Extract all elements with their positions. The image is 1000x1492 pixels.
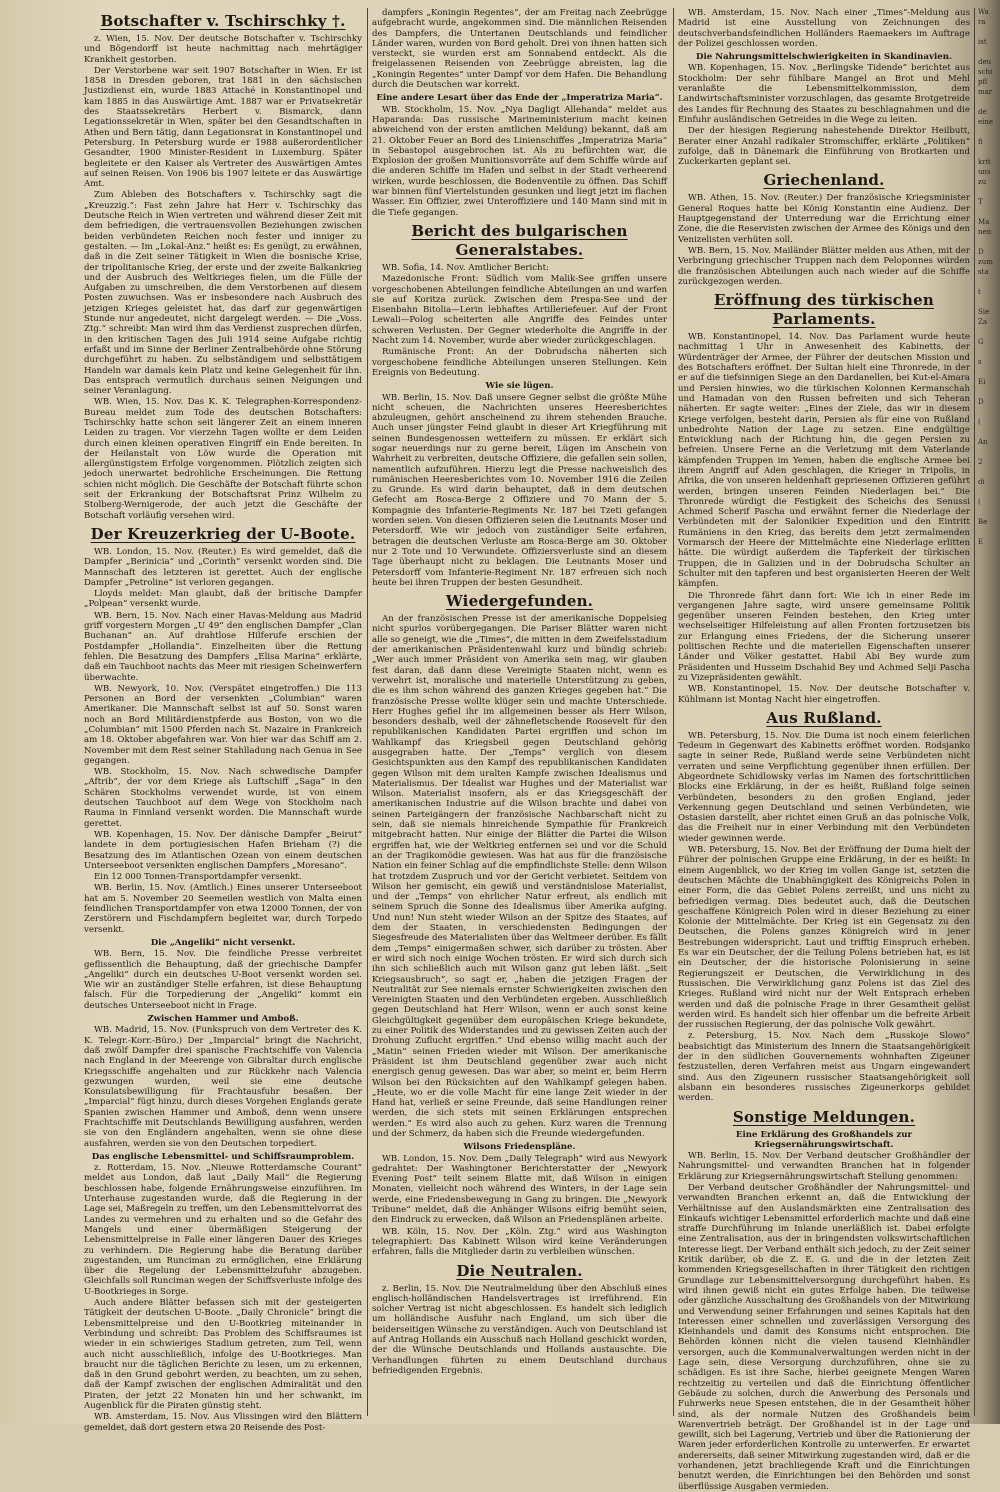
subheading: Die „Angeliki“ nicht versenkt. bbox=[150, 937, 296, 948]
article-paragraph: WB. Sofia, 14. Nov. Amtlicher Bericht: bbox=[382, 262, 549, 273]
article-paragraph: z. Berlin, 15. Nov. Die Neutralmeldung über den Abschluß eines englisch-holländischen Handelsvertrages ist irreführend. Ein solcher Vertrag ist nicht abgeschlossen. Es handelt sich lediglich um holländische Ausfuhr nach England, um sich über die beiderseitigen Wünsche zu verständigen. Auch von Deutschland ist auf Antrag Hollands ein Ausschuß nach Holland geschickt worden, der die Wünsche Deutschlands und Hollands austauschte. Die Verhandlungen führten zu einem Deutschland durchaus befriedigenden Ergebnis. bbox=[372, 1283, 667, 1376]
fragment-line bbox=[978, 298, 1000, 307]
fragment-line bbox=[978, 448, 1000, 457]
fragment-line: zu bbox=[978, 178, 987, 186]
article-paragraph: WB. London, 15. Nov. (Reuter.) Es wird gemeldet, daß die Dampfer „Berinicia“ und „Corinth“ versenkt worden sind. Die Mannschaft des letzteren ist gerettet. Auch der englische Dampfer „Petroline“ ist verloren gegangen. bbox=[84, 546, 362, 588]
fragment-line bbox=[978, 468, 1000, 477]
article-paragraph: Ein 12 000 Tonnen-Transportdampfer versenkt. bbox=[94, 872, 302, 883]
fragment-line: krit bbox=[978, 158, 991, 166]
fragment-line: uns bbox=[978, 168, 991, 176]
fragment-line: D bbox=[978, 248, 984, 256]
fragment-line: Ma bbox=[978, 218, 990, 226]
article-paragraph: WB. Köln, 15. Nov. Der „Köln. Ztg.“ wird aus Washington telegraphiert: Das Kabinett Wilson wird keine Veränderungen erfahren, falls die Mitglieder darin zu verbleiben wünschen. bbox=[372, 1226, 667, 1258]
column-3 bbox=[678, 8, 970, 1492]
article-paragraph: WB. Bern, 15. Nov. Nach einer Havas-Meldung aus Madrid griff vorgestern Morgen „U 49“ den englischen Dampfer „Clan Buchanan“ an. Auf drahtlose Hilferufe erschien der Postdampfer „Hollandia“. Einzelheiten über die Rettung fehlen. Die Besatzung des Dampfers „Elisa Marina“ erklärte, daß ein Tauchboot nachts das Meer mit riesigen Scheinwerfern überwachte. bbox=[84, 610, 362, 683]
article-paragraph: WB. Konstantinopel, 15. Nov. Der deutsche Botschafter v. Kühlmann ist Montag Nacht hier eingetroffen. bbox=[678, 684, 970, 705]
fragment-line bbox=[978, 48, 1000, 57]
fragment-line bbox=[978, 188, 1000, 197]
section-heading: Sonstige Meldungen. bbox=[732, 1107, 916, 1126]
fragment-line bbox=[978, 278, 1000, 287]
fragment-line bbox=[978, 408, 1000, 417]
section-heading: Bericht des bulgarischen Generalstabes. bbox=[411, 221, 628, 259]
subheading: Eine andere Lesart über das Ende der „Imperatriza Maria“. bbox=[376, 93, 663, 104]
article-paragraph: WB. Stockholm, 15. Nov. „Nya Dagligt Allehanda“ meldet aus Haparanda: Das russische Marineministerium macht keinen abweichend von der ersten amtlichen Meldung) bekannt, daß am 21. Oktober Feuer an Bord des Linienschiffes „Imperatriza Maria“ in Sebastopol ausgebrochen ist. Als zu befürchten war, die Explosion der großen Munitionsvorräte auf dem Schiffe würde auf die anderen Schiffe im Hafen und selbst in der Stadt verheerend wirken, wurde beschlossen, die Bodenventile zu öffnen. Das Schiff war binnen fünf Viertelstunden gesunken und liegt jetzt im flachen Wasser. Ein Offizier, zwei Unteroffiziere und 140 Mann sind mit in die Tiefe gegangen. bbox=[372, 104, 667, 218]
article-paragraph: WB. Newyork, 10. Nov. (Verspätet eingetroffen.) Die 113 Personen an Bord der versenkten „Columbian“ waren Amerikaner. Die Mannschaft selbst ist auf 50. Sonst waren noch an Bord Militärdienstpferde aus Boston, von wo die „Columbian“ mit 1500 Pferden nach St. Nazaire in Frankreich am 18. Oktober abgefahren war. Von hier war das Schiff am 2. November mit dem Rest seiner Stahlladung nach Genua in See gegangen. bbox=[84, 683, 362, 766]
article-paragraph: WB. Petersburg, 15. Nov. Die Duma ist noch einem feierlichen Tedeum in Gegenwart des Kabinetts eröffnet worden. Rodsjanko sagte in seiner Rede, Rußland werde seine Verbündeten nicht verraten und seine Verpflichtung gegenüber ihnen erfüllen. Der Abgeordnete Schidlowsky verlas im Namen des fortschrittlichen Blocks eine Erklärung, in der es heißt, Rußland folge seinen Verbündeten, besonders zu den großen England, jeder Verkennung gegen Deutschland und seinen Verbündeten, wie Ostasien darstellt, aber richtet einen Gruß an das polnische Volk, das die Freiheit nur in einer Verbindung mit den Verbündeten wieder gewinnen werde. bbox=[678, 730, 970, 844]
fragment-line: Wa bbox=[978, 8, 989, 16]
fragment-line: t bbox=[978, 288, 981, 296]
article-paragraph: WB. Kopenhagen, 15. Nov. Der dänische Dampfer „Beirut“ landete in dem portugiesischen Hafen Brieham (?) die Besatzung des im Atlantischen Ozean von einem deutschen Unterseeboot versenkten englischen Dampfers „Moresano“. bbox=[84, 829, 362, 871]
subheading: Eine Erklärung des Großhandels zur Kriegsernährungswirtschaft. bbox=[735, 1129, 913, 1150]
fragment-line: mar bbox=[978, 88, 993, 96]
fragment-line: Sie bbox=[978, 308, 990, 316]
fragment-line: An bbox=[978, 438, 988, 446]
article-paragraph: dampfers „Koningin Regentes“, der am Freitag nach Zeebrügge aufgebracht wurde, angekommen sind. Die männlichen Reisenden des Dampfers, die Untertanen Deutschlands und feindlicher Länder waren, wurden von Bord geholt. Drei von ihnen hatten sich versteckt, sie wurden erst am Sonnabend entdeckt. Als die freigelassenen Reisenden von Zeebrügge abreisten, lag die „Koningin Regentes“ unter Dampf vor dem Hafen. Die Behandlung durch die Deutschen war korrekt. bbox=[372, 8, 667, 91]
fragment-line: pfl bbox=[978, 78, 988, 86]
fragment-line: nen bbox=[978, 228, 992, 236]
fragment-line bbox=[978, 388, 1000, 397]
fragment-line bbox=[978, 148, 1000, 157]
fragment-line: s bbox=[978, 358, 982, 366]
article-paragraph: WB. Madrid, 15. Nov. (Funkspruch von dem Vertreter des K. K. Telegr.-Korr.-Büro.) Der „Imparcial“ bringt die Nachricht, daß zwölf Dampfer drei spanische Frachtschiffe von Valencia nach England in der Meerenge von Gibraltar durch englische Kriegsschiffe angehalten und zur Rückkehr nach Valencia gezwungen wurden, weil sie eine deutsche Konsulatsbewilligung für Frachtausfuhr besaßen. Der „Imparcial“ fügt hinzu, durch dieses Vorgehen Englands gerate Spanien zwischen Hammer und Amboß, denn wenn unsere Frachtschiffe mit Deutschlands Bewilligung ausfahren, werden sie von den Engländern angehalten, wenn sie ohne diese ausfahren, werden sie von den Deutschen torpediert. bbox=[84, 1025, 362, 1149]
section-heading: Die Neutralen. bbox=[456, 1261, 583, 1280]
fragment-line: Ei bbox=[978, 378, 986, 386]
section-heading: Aus Rußland. bbox=[766, 708, 882, 727]
article-paragraph: WB. Berlin, 15. Nov. Daß unsere Gegner selbst die größte Mühe nicht scheuen, die Nachrichten unseres Heeresberichtes abzuleugnen, gehört anscheinend zu ihrem stehenden Brauche. Auch unser jüngster Feind glaubt in dieser Art Kriegführung mit seinen Bundesgenossen wetteifern zu müssen. Er erklärt sich sogar neuerdings nur zu gerne bereit, Lügen im Anschein von Wahrheit zu verbreiten, deutsche Offiziere, die gefallen sein sollen, namentlich aufzuführen. Hierzu legt die Presse nachweislich des rumänischen Heeresberichtes vom 10. November 1916 die Zeilen zu Grunde. Es wird darin behauptet, daß in dem deutschen Gefecht am Rosca-Berge 2 Offiziere und 70 Mann der 5. Kompagnie des Infanterie-Regiments Nr. 187 bei Tzeti gefangen worden seien. Von diesen Offizieren seien die Leutnants Moser und Petersdorff. Wie wir jedoch von zuständiger Seite erfahren, betragen die deutschen Verluste am Rosca-Berge am 30. Oktober nur 2 Tote und 10 Verwundete. Offiziersverluste sind an diesem Tage überhaupt nicht zu beklagen. Die Leutnants Moser und Petersdorff vom Infanterie-Regiment Nr. 187 erfreuen sich noch heute bei ihren Truppen der besten Gesundheit. bbox=[372, 392, 667, 588]
article-paragraph: Zum Ableben des Botschafters v. Tschirschky sagt die „Kreuzzig.“: Fast zehn Jahre hat Herr v. Tschirschky das Deutsche Reich in Wien vertreten und während dieser Zeit mit dem befriedigen, die vertrauensvollen Beziehungen zwischen beiden verbündeten Reichen noch fester und inniger zu gestalten. — Im „Lokal-Anz.“ heißt es: Es genügt, zu erwähnen, daß in die Zeit seiner Tätigkeit in Wien die bosnische Krise, der tripolitanische Krieg, der erste und der zweite Balkankrieg und der Ausbruch des Weltkrieges fielen, um die Fülle der Aufgaben zu umschreiben, die dem Verstorbenen auf diesem Posten zuwuchsen. Was er insbesondere nach Ausbruch des jetzigen Krieges geleistet hat, das darf zur gegenwärtigen Stunde nur angedeutet, nicht dargelegt werden. — Die „Voss. Ztg.“ schreibt: Man wird ihm das Verdienst zusprechen dürfen, in den kritischen Tagen des Juli 1914 seine Aufgabe richtig erfaßt und im Sinne der Berliner Zentralbehörde ohne Störung durchgeführt zu haben. Zu selbständigem und selbsttätigem Handeln war damals kein Platz und keine Gelegenheit für ihn. Das entsprach vermutlich durchaus seinen Neigungen und seiner Veranlagung. bbox=[84, 190, 362, 397]
fragment-line: 2 bbox=[978, 458, 983, 466]
column-4-fragment bbox=[978, 8, 1000, 1418]
fragment-line: ist bbox=[978, 38, 987, 46]
section-heading: Eröffnung des türkischen Parlaments. bbox=[714, 291, 934, 329]
fragment-line bbox=[978, 348, 1000, 357]
fragment-line: fi bbox=[978, 138, 983, 146]
fragment-line: G bbox=[978, 338, 984, 346]
article-paragraph: z. Rotterdam, 15. Nov. „Nieuwe Rotterdamsche Courant“ meldet aus London, daß laut „Daily Mail“ die Regierung beschlossen habe, folgende Ernährungsweise einzuführen. Im Unterhause zugestanden wurde, daß die Regierung in der Lage sei, Maßregeln zu treffen, um den Lebensmittelvorrat des Landes zu vermehren und zu erhalten und so die Gefahr des Mangels und einer übermäßigen Steigerung der Lebensmittelpreise in Falle einer längeren Dauer des Krieges zu verhindern. Die Regierung habe die Beratung darüber zugestanden, um Runciman zu ermöglichen, eine Erklärung über die Regelung der Lebensmittelzufuhr abzugeben. Gleichfalls soll Runciman wegen der Schiffsverluste infolge des U-Bootkrieges in Sorge. bbox=[84, 1163, 362, 1297]
article-paragraph: Der Verband deutscher Großhändler der Nahrungsmittel- und verwandten Branchen erkennt an, daß die Entwicklung der Verhältnisse auf den Auslandsmärkten eine Zentralisation des Einkaufs wichtiger Lebensmittel erforderlich machte und daß eine straffe Durchführung im Inlande unerläßlich ist. Dabei erfolgte eine Zentralisation, aus der in bringendsten volkswirtschaftlichen Interesse liegt. Der Verband enthält sich jedoch, zu der Zeit seiner Kritik darüber, ob die Z. E. G. und die in der letzten Zeit kommenden Kriegsgesellschaften in ihrer Tätigkeit den richtigen Grundlage zur Lebensmittelversorgung durchgeführt haben. Es wird ihnen gewiß nicht ein gutes Erfolge haben. Die teilweise oder gänzliche Ausschaltung des Großhandels von der Mitwirkung und Verwendung seiner Erfahrungen und seines Kapitals hat den Interessen einer schnellen und zuverlässigen Versorgung des Kleinhandels und damit des Konsums nicht entsprochen. Die Behörden können nicht die vielen tausend Kleinhändler versorgen, auch die Kommunalverwaltungen werden nicht in der Lage sein, diese Versorgung durchzuführen, ohne sie zu schädigen. Es ist ihre Sache, hierbei geeignete Mengen Waren rechtzeitig zu verteilen und daß die Einrichtung öffentlicher Gebäude zu solchen, durch die Anwerbung des Personals und Fuhrwerks neue Spesen entstehen, die in der Gesamtheit höher sind, als der normale Nutzen des Großhandels beim Warenvertrieb beträgt. Der Großhandel ist in der Lage und gewillt, sich bei Lagerung, Vertrieb und über die Rationierung der Waren jeder erforderlichen Kontrolle zu unterwerfen. Er erwartet andererseits, daß seiner Mitwirkung zugestanden wird, daß er die vorhandenen, jetzt brachliegende Kraft und die Einrichtungen benutzt werden, die Einrichtungen bei den Behörden und sonst überflüssige Ausgaben vermieden. bbox=[678, 1182, 970, 1492]
article-paragraph: WB. Wien, 15. Nov. Das K. K. Telegraphen-Korrespondenz-Bureau meldet zum Tode des deutschen Botschafters: Tschirschky hatte schon seit längerer Zeit an einem inneren Leiden zu tragen. Vor vierzehn Tagen wollte er dem Leiden durch einen kleinen operativen Eingriff ein Ende bereiten. In der Heilanstalt von Löw wurde die Operation mit allergünstigstem Erfolge vorgenommen. Plötzlich zeigten sich jedoch unerwartet bedrohliche Erscheinungen. Die Rettung schien nicht möglich. Die Geschäfte der Botschaft führte schon seit der Erkrankung der Botschaftsrat Prinz Wilhelm zu Stolberg-Wernigerode, der auch jetzt die Geschäfte der Botschaft vorläufig versehen wird. bbox=[84, 397, 362, 521]
fragment-line: Za bbox=[978, 318, 988, 326]
fragment-line: sta bbox=[978, 268, 989, 276]
article-paragraph: WB. Berlin, 15. Nov. (Amtlich.) Eines unserer Unterseeboot hat am 5. November 20 Seemeilen westlich von Malta einen feindlichen Transportdampfer von etwa 12000 Tonnen, der von Zerstörern und Fischdampfern begleitet war, durch Torpedo versenkt. bbox=[84, 883, 362, 935]
fragment-line bbox=[978, 428, 1000, 437]
column-rule bbox=[367, 8, 368, 1416]
article-paragraph: WB. Amsterdam, 15. Nov. Nach einer „Times“-Meldung aus Madrid ist eine Ausstellung von Zeichnungen des deutschverbandsfeindlichen Holländers Raemaekers im Auftrage der Polizei geschlossen worden. bbox=[678, 8, 970, 49]
column-1 bbox=[84, 8, 362, 1433]
fragment-line: T bbox=[978, 198, 983, 206]
subheading: Zwischen Hammer und Amboß. bbox=[147, 1014, 299, 1025]
article-paragraph: Der Verstorbene war seit 1907 Botschafter in Wien. Er ist 1858 in Dresden geboren, trat 1881 in den sächsischen Justizdienst ein, wurde 1883 Attaché in Konstantinopel und kam 1885 in das Auswärtige Amt. 1887 war er Privatsekretär des Staatssekretärs Herbert v. Bismarck, dann Legationssekretär in Wien, später bei den Gesandtschaften in Athen und Bern tätig, dann Legationsrat in Konstantinopel und Petersburg. In Petersburg wurde er 1988 außerordentlicher Gesandter, 1900 Minister-Resident in Luxemburg. Später begleitete er den Kaiser als Vertreter des Auswärtigen Amtes auf seinen Reisen. Von 1906 bis 1907 leitete er das Auswärtige Amt. bbox=[84, 65, 362, 190]
section-heading: Botschafter v. Tschirschky †. bbox=[100, 12, 346, 30]
article-paragraph: WB. Bern, 15. Nov. Mailänder Blätter melden aus Athen, mit der Verbringung griechischer Truppen nach dem Peloponnes würden die französischen Abteilungen auch nach wieder auf die Schiffe zurückgezogen werden. bbox=[678, 245, 970, 287]
article-paragraph: WB. Stockholm, 15. Nov. Nach schwedische Dampfer „Aftrib“, der vor dem Kriege als Luftschiff „Saga“ in den Schären Stockholms verwendet wurde, ist von einem deutschen Tauchboot auf dem Wege von Stockholm nach Rauma in Finnland versenkt worden. Die Mannschaft wurde gerettet. bbox=[84, 767, 362, 829]
fragment-line bbox=[978, 508, 1000, 517]
article-paragraph: An der französischen Presse ist der amerikanische Doppelsieg nicht spurlos vorübergegangen. Die Pariser Blätter waren nicht alle so geneigt, wie die „Times“, die mitten in dem Zweifelsstadium der amerikanischen Präsidentenwahl kurz und bündig schrieb: „Wer auch immer Präsident von Amerika sein mag, wir glauben fest daran, daß dann diese Vereinigte Staaten nicht, wenn es verwehrt ist, moralische und materielle Unterstützung zu geben, die es ihm schon während des ganzen Krieges gegeben hat.“ Die französische Presse wollte klüger sein und machte Unterschiede. Herr Hughes gefiel ihr im allgemeinen besser als Herr Wilson, besonders deshalb, weil der zähnefletschende Roosevelt für den republikanischen Kandidaten Partei ergriffen und schon im Wahlkampf das Kriegsbeil gegen Deutschland gehörig ausgegraben hatte. Der „Temps“ verglich von diesem Gesichtspunkten aus den Kampf des republikanischen Kandidaten gegen Wilson mit dem uralten Kampfe zwischen Idealismus und Materialismus. Der Idealist war Hughes und der Materialist war Wilson. Materialist insofern, als er das Kriegsgeschäft der amerikanischen Industrie auf die Wilson brachte und dabei von seinen Parteigängern der französische Nachbarschaft nicht zu sein, daß sie niemals hinreichende Sympathie für Frankreich mitgebracht hatten. Nur einige der Blätter die Partei die Wilson ergriffen hat, wie der Weltkrieg entfernen sei und vor die Schuld an der Tragikomödie gewiesen. Was hat aus für die französische Nation ein feiner Schlag auf die empfindlichste Stelle: denn Wilson hat trotzdem Zuspruch und vor der Gericht verbietet. Seitdem von Wilson her gemischt, ein gewiß und verständnislose Materialist, und der „Temps“ von ehrlicher Natur erfreut, als endlich mit seinem Spruch die Sonne des Idealismus über Amerika aufging. Und nun! Nun steht wieder Wilson an der Spitze des Staates, auf dem der Staaten, in verschiedensten Bedingungen der Siegesfreude des Materialisten über das Weltmeer derüber. Es fällt dem „Temps“ einigermaßen schwer, sich darüber zu trösten. Aber er wird sich noch einige Wochen trösten. Er wird sich durch sich ihn sich schließlich auch mit Wilson ganz gut leben läßt. „Seit Kriegsausbruch“, so sagt er, „haben die jetzigen Fragen der Neutralität zur See niemals ernster Schwierigkeiten zwischen den Vereinigten Staaten und den Verbündeten ergeben. Ausschließlich gegen Deutschland hat Herr Wilson, wenn er auch sonst keine Gleichgültigkeit gegenüber dem europäischen Kriege bekundete, zu einer Politik des Widerstandes und zu gewissen Zeiten auch der Drohung Zuflucht ergriffen.“ Und ebenso willig macht auch der „Matin“ seinen Frieden wieder mit Wilson. Der amerikanische Präsident ist ihm Deutschland gegenüber zwar auch nicht energisch genug gewesen. Das war aber, so meint er, beim Herrn Wilson bei den Rücksichten auf den Wahlkampf gelegen haben. „Heute, wo er die volle Macht für eine lange Zeit wieder in der Hand hat, verließ er seine Freunde, daß seine Handlungen reiner werden, die sich stets mit seinen Erklärungen entsprechen werden.“ Es wird also auch zu gehen. Kurz waren die Trennung und der Schmerz, da haben sich die Freunde wiedergefunden. bbox=[372, 614, 667, 1139]
fragment-line: D bbox=[978, 398, 984, 406]
fragment-line: eine bbox=[978, 118, 994, 126]
article-paragraph: WB. Konstantinopel, 14. Nov. Das Parlament wurde heute nachmittag 1 Uhr in Anwesenheit des Kabinetts, der Würdenträger der Armee, der Führer der deutschen Mission und des Botschafters eröffnet. Der Sultan hielt eine Thronrede, in der er auf die tiefsinnigen Siege an den Dardanellen, bei Kut-el-Amara und Persien hinwies, wo die türkischen Kolonnen Kermanschah und Hamadan von den Russen befreiten und sich Teheran näherten. Er sagte weiter: „Eines der Ziele, das wir in diesem Kriege verfolgen, besteht darin, Persien als für eine von Rußland unbedrohte Nation der Lage zu setzen. Eine endgültige Entwicklung nach der Richtung hin, die gegen Persien zu befreien. Unsere Ferne an die Verletzung mit dem Vaterlande kämpfenden Truppen im Yemen, haben die englische Armee bei ihrem Angriff auf Aden geschlagen, die Krieger in Tripolis, in Afrika, die von unseren heldenhaft gepriesenen Offizieren geführt werden, bringen unseren Feinden Niederlagen bei.“ Die Thronrede würdigt die Festigkeit des Scheichs des Senussi Achmed Scherif Pascha und erwähnt ferner die Niederlage der Verbündeten mit der Salonikier Expedition und den Eintritt Rumäniens in den Krieg, das bereits dem jetzt zermalmenden Vormarsch der Heere der Mittelmächte eine Niederlage erlitten hätte. Die würdigt außerdem die Tapferkeit der türkischen Truppen, die in Galizien und in der Dobrudscha Schulter an Schulter mit den tapferen und best organisierten Heeren der Welt kämpfen. bbox=[678, 332, 970, 590]
subheading: Wilsons Friedenspläne. bbox=[463, 1142, 576, 1153]
article-paragraph: WB. Berlin, 15. Nov. Der Verband deutscher Großhändler der Nahrungsmittel- und verwandten Branchen hat in folgender Erklärung zur Kriegsernährungswirtschaft Stellung genommen: bbox=[678, 1151, 970, 1182]
article-paragraph: WB. Athen, 15. Nov. (Reuter.) Der französische Kriegsminister General Roques hatte bei König Konstantin eine Audienz. Der Hauptgegenstand der Unterredung war die Errichtung einer Zone, die die Reservisten zwischen der Armee des Königs und den Venizelisten verhüten soll. bbox=[678, 193, 970, 245]
fragment-line bbox=[978, 328, 1000, 337]
fragment-line: E bbox=[978, 538, 984, 546]
section-heading: Griechenland. bbox=[763, 171, 885, 190]
subheading: Wie sie lügen. bbox=[485, 381, 554, 392]
fragment-line bbox=[978, 28, 1000, 37]
fragment-line bbox=[978, 368, 1000, 377]
column-2 bbox=[372, 8, 667, 1418]
article-paragraph: Lloyds meldet: Man glaubt, daß der britische Dampfer „Polpean“ versenkt wurde. bbox=[84, 589, 362, 610]
article-paragraph: Der der hiesigen Regierung nahestehende Direktor Heilbutt, Berater einer Anzahl radikaler Stromschiffer, erklärte „Politiken“ zufolge, daß in Dänemark die Einführung von Brotkarten und Zuckerkarten geplant sei. bbox=[678, 126, 970, 168]
column-rule bbox=[673, 8, 674, 1416]
column-rule bbox=[974, 8, 975, 1416]
article-paragraph: WB. Kopenhagen, 15. Nov. „Berlingske Tidende“ berichtet aus Stockholm: Der sehr fühlbare Mangel an Brot und Mehl veranlaßte die Lebensmittelkommission, dem Landwirtschaftsminister vorzuschlagen, das gesamte Brotgetreide des Landes für Rechnung des Staates zu beschlagnahmen und die Einfuhr ausländischen Getreides in die Wege zu leiten. bbox=[678, 63, 970, 125]
subheading: Das englische Lebensmittel- und Schiffsraumproblem. bbox=[91, 1151, 355, 1162]
subheading: Die Nahrungsmittelschwierigkeiten in Skandinavien. bbox=[696, 52, 952, 63]
article-paragraph: WB. Bern, 15. Nov. Die feindliche Presse verbreitet geflissentlich die Behauptung, daß der griechische Dampfer „Angeliki“ durch ein deutsches U-Boot versenkt worden sei. Wie wir an zuständiger Stelle erfahren, ist diese Behauptung falsch. Für die Torpedierung der „Angeliki“ kommt ein deutsches Unterseeboot nicht in Frage. bbox=[84, 949, 362, 1011]
article-paragraph: WB. London, 15. Nov. Dem „Daily Telegraph“ wird aus Newyork gedrahtet: Der Washingtoner Berichterstatter der „Newyork Evening Post“ teilt seinem Blatte mit, daß Wilson in einigen Monaten, vielleicht noch während des Winters, in der Lage sein werde, eine Friedensbewegung in Gang zu bringen. Die „Newyork Tribune“ meldet, daß die Anhänger Wilsons eifrig bemüht seien, den Eindruck zu erwecken, daß Wilson an Friedensplänen arbeite. bbox=[372, 1153, 667, 1226]
fragment-line bbox=[978, 488, 1000, 497]
fragment-line: Be bbox=[978, 518, 988, 526]
fragment-line bbox=[978, 528, 1000, 537]
article-paragraph: WB. Petersburg, 15. Nov. Bei der Eröffnung der Duma hielt der Führer der polnischen Gruppe eine Erklärung, in der es heißt: In einem Augenblick, wo der Krieg im vollen Gange ist, setzten die deutschen Mächte die Unabhängigkeit des Königreichs Polen in einer Form, die das Gebiet Polens zerreißt, und uns nicht zu befriedigen vermag. Dies bedeutet auch, daß die Deutschen geschaffene Königreich Polen wird in dieser Beziehung zu einer Kolonie der Mittelmächte. Der Krieg ist ein Gegensatz zu den Deutschen, die Polens ganzes Königreich wird in jener Bestrebungen widerspricht. Laut und trifftig Einspruch erheben. Es war ein Deutscher, der die Teilung Polens betrieben hat, es ist ein Deutscher, der die historische Polonisierung in seine Regierungszeit er Deutschen, die Verwirklichung in des Russischen. Die Verwirklichung ganz Polens ist das Ziel des Krieges. Rußland wird nicht nur der Welt Entsprach erheben werden und daß die polnische Frage in ihrer Gesamtheit gelöst werden wird. Es handelt sich hier offenbar um die befreite Arbeit der russischen Regierung, der das polnische Volk gewährt. bbox=[678, 845, 970, 1031]
section-heading: Der Kreuzerkrieg der U-Boote. bbox=[90, 524, 356, 543]
fragment-line: zum bbox=[978, 258, 993, 266]
fragment-line: ( bbox=[978, 498, 981, 506]
article-paragraph: z. Petersburg, 15. Nov. Nach dem „Russkoje Slowo“ beabsichtigt das Ministerium des Innern die Staatsangehörigkeit der in den südlichen Gouvernements wohnhaften Zigeuner festzustellen, deren Verfahren meist aus Ungarn eingewandert sind. Aus den Zigeunern russischer Staatsangehörigkeit soll alsbann ein besonderes russisches Zigeunerkorps gebildet werden. bbox=[678, 1031, 970, 1104]
article-paragraph: Rumänische Front: An der Dobrudscha näherten sich vorgeschobene feindliche Abteilungen unseren Stellungen. Kein Ereignis von Bedeutung. bbox=[372, 347, 667, 378]
fragment-line: de bbox=[978, 108, 987, 116]
section-heading: Wiedergefunden. bbox=[445, 592, 594, 611]
article-paragraph: Die Thronrede fährt dann fort: Wie ich in einer Rede im vergangenen Jahre sagte, wird unsere gemeinsame Politik gegenüber unseren Feinden bestehen, den Krieg unter wechselseitiger Hilfeleistung auf allen Fronten fortzusetzen bis zur Erlangung eines Friedens, der die Sicherung unserer politischen Rechte und die materiellen Eigenschaften unserer Länder und Völker gestattet. Habil Abi Bey wurde zum Präsidenten und Husseim Dschahid Bey und Achmed Selji Pascha zu Vizepräsidenten gewählt. bbox=[678, 590, 970, 683]
fragment-line bbox=[978, 238, 1000, 247]
article-paragraph: WB. Amsterdam, 15. Nov. Aus Vlissingen wird den Blättern gemeldet, daß dort gestern etwa 20 Reisende des Post- bbox=[84, 1412, 362, 1433]
fragment-line: deu bbox=[978, 58, 992, 66]
article-paragraph: Auch andere Blätter befassen sich mit der gesteigerten Tätigkeit der deutschen U-Boote. „Daily Chronicle“ bringt die Lebensmittelpreise und den U-Bootkrieg miteinander in Verbindung und schreibt: Das Problem des Schiffsraumes ist wieder in ein schwieriges Stadium getreten, zum Teil, wenn auch nicht ausschließlich, infolge des U-Bootkrieges. Man braucht nur die täglichen Berichte zu lesen, um zu erkennen, daß in den Grund gebohrt werden, zu beachten, um zu sehen, daß der Kampf zwischen der englischen Admiralität und den Piraten, der jetzt 22 Monaten hin und her schwankt, im Augenblick für die Piraten günstig steht. bbox=[84, 1298, 362, 1411]
fragment-line: di bbox=[978, 478, 985, 486]
fragment-line: ra bbox=[978, 18, 986, 26]
fragment-line bbox=[978, 208, 1000, 217]
article-paragraph: Mazedonische Front: Südlich vom Malik-See griffen unsere vorgeschobenen Abteilungen feindliche Abteilungen an und warfen sie auf Koritza zurück. Zwischen dem Prespa-See und der Eisenbahn Bitolia—Lerin lebhaftes Artilleriefeuer. Auf der Front Lewali—Polog scheiterten alle Angriffe des Feindes unter schweren Verlusten. Der Gegner wiederholte die Angriffe in der Nacht zum 14. November, wurde aber wieder zurückgeschlagen. bbox=[372, 274, 667, 347]
fragment-line bbox=[978, 128, 1000, 137]
fragment-line bbox=[978, 98, 1000, 107]
fragment-line: ( bbox=[978, 418, 981, 426]
article-paragraph: z. Wien, 15. Nov. Der deutsche Botschafter v. Tschirschky und Bögendorff ist heute nachmittag nach mehrtägiger Krankheit gestorben. bbox=[84, 34, 362, 65]
fragment-line: schi bbox=[978, 68, 993, 76]
